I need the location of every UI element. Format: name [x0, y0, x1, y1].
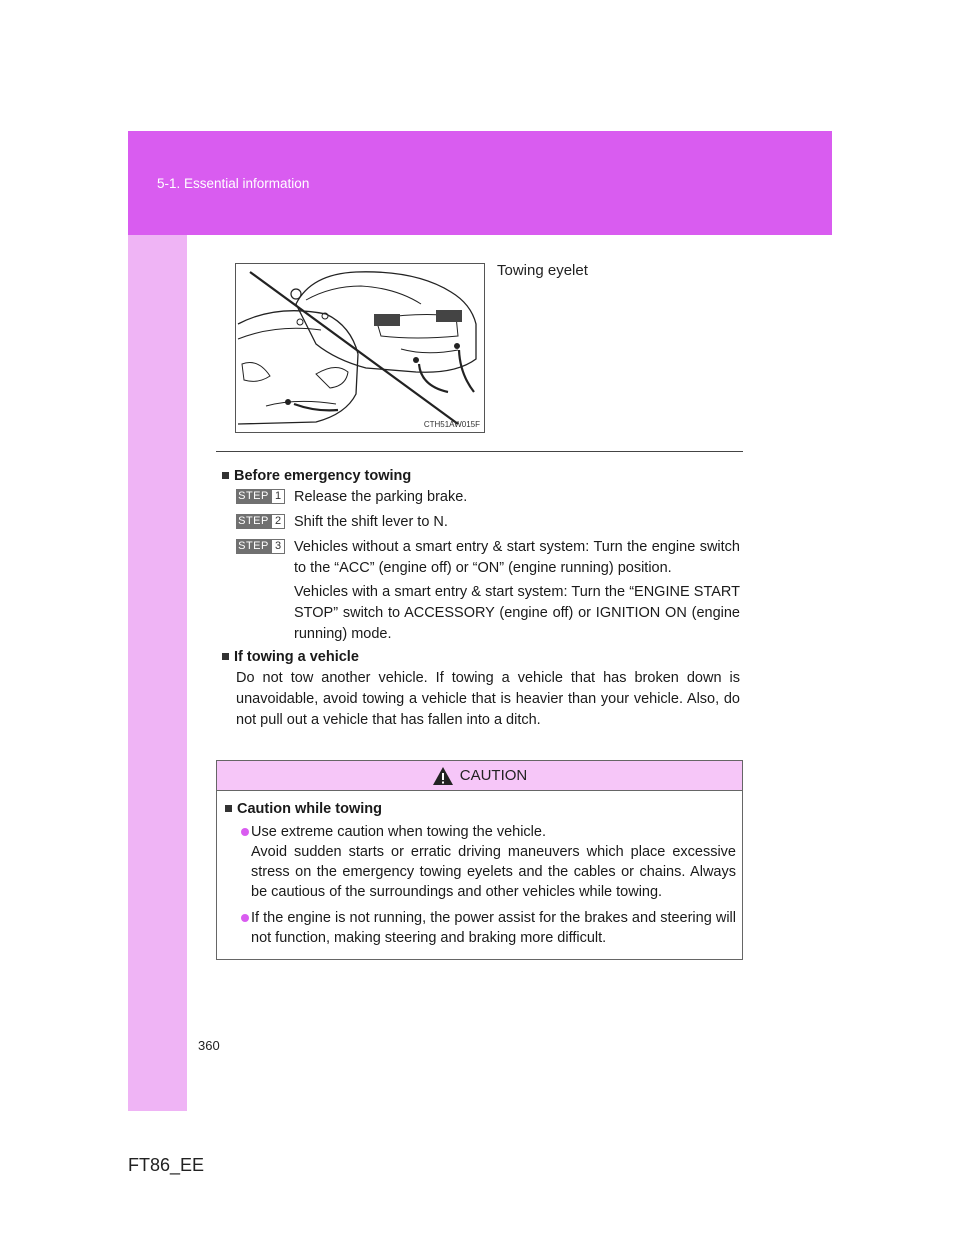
step-3: STEP 3 Vehicles without a smart entry & start system: Turn the engine switch to the “ACC” (engine off) or “ON” (engine running) position. Vehicles with a smart entry & start system: Turn the “ENGINE START STOP” switch to ACCESSORY (engine off) or IGNITION ON (engine running) mode.: [220, 537, 740, 645]
divider: [216, 451, 743, 452]
caution-bullet: If the engine is not running, the power assist for the brakes and steering will not function, making steering and braking more difficult.: [223, 908, 736, 948]
section-heading: Before emergency towing: [220, 468, 740, 484]
towing-paragraph: Do not tow another vehicle. If towing a vehicle that has broken down is unavoidable, avoid towing a vehicle that is heavier than your vehicle. Also, do not pull out a vehicle that has fallen into a ditch.: [236, 670, 740, 728]
square-bullet-icon: [222, 472, 229, 479]
section-title: 5-1. Essential information: [157, 176, 310, 191]
towing-eyelet-figure: [235, 263, 485, 433]
page-number: 360: [198, 1038, 220, 1053]
footer-code: FT86_EE: [128, 1155, 205, 1175]
figure-caption: Towing eyelet: [497, 262, 588, 279]
car-illustration: [236, 264, 484, 432]
step-3-extra: Vehicles with a smart entry & start system: Turn the “ENGINE START STOP” switch to ACCESSORY (engine off) or IGNITION ON (engine running) mode.: [294, 584, 740, 642]
caution-bullet: Use extreme caution when towing the vehicle. Avoid sudden starts or erratic driving maneuvers which place excessive stress on the emergency towing eyelets and the cables or chains. Always be cautious of the surroundings and other vehicles while towing.: [223, 822, 736, 902]
step-badge: STEP 3: [236, 539, 285, 554]
step-1: STEP 1 Release the parking brake.: [220, 487, 740, 508]
caution-header: CAUTION: [217, 761, 742, 791]
caution-box: [216, 760, 743, 960]
step-badge: STEP 1: [236, 489, 285, 504]
step-2: STEP 2 Shift the shift lever to N.: [220, 512, 740, 533]
caution-body: [217, 791, 742, 948]
section-heading: If towing a vehicle: [220, 649, 740, 665]
round-bullet-icon: [241, 914, 249, 922]
main-content: [220, 468, 740, 731]
warning-icon: [432, 766, 454, 786]
step-badge: STEP 2: [236, 514, 285, 529]
square-bullet-icon: [222, 653, 229, 660]
figure-code: CTH51AW015F: [423, 420, 480, 429]
square-bullet-icon: [225, 805, 232, 812]
caution-heading: Caution while towing: [223, 801, 736, 817]
round-bullet-icon: [241, 828, 249, 836]
side-strip: [128, 235, 187, 1111]
